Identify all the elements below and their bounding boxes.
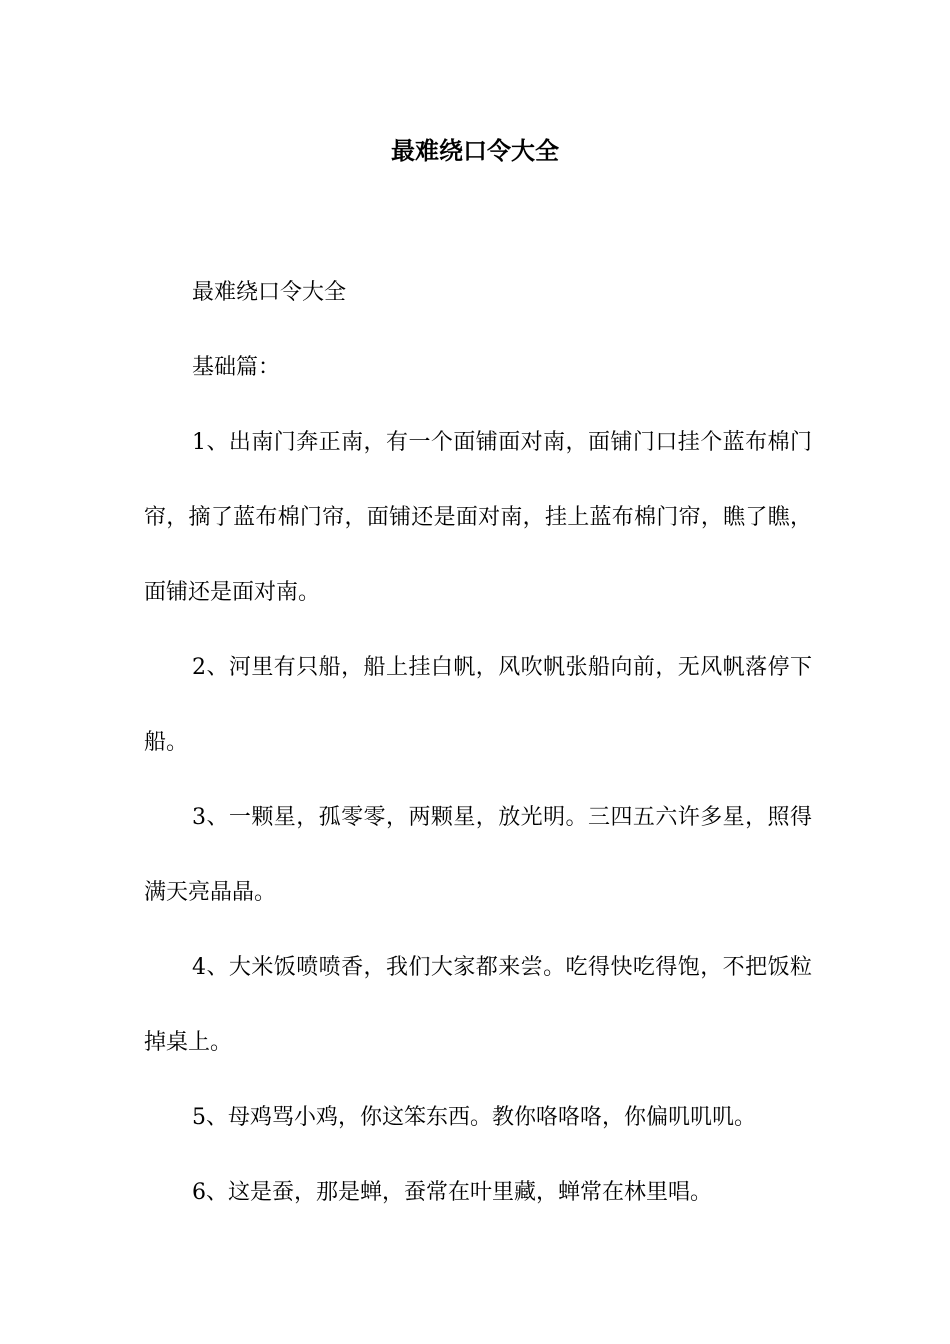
paragraph-item-5: 5、母鸡骂小鸡，你这笨东西。教你咯咯咯，你偏叽叽叽。 (192, 1105, 756, 1130)
document-title: 最难绕口令大全 (391, 136, 559, 165)
paragraph-item-2: 2、河里有只船，船上挂白帆，风吹帆张船向前，无风帆落停下船。 (144, 655, 812, 755)
paragraph-subtitle: 最难绕口令大全 (192, 280, 347, 305)
paragraph-item-1: 1、出南门奔正南，有一个面铺面对南，面铺门口挂个蓝布棉门帘，摘了蓝布棉门帘，面铺还是面对南，挂上蓝布棉门帘，瞧了瞧，面铺还是面对南。 (144, 430, 812, 605)
paragraph-section-heading: 基础篇： (192, 355, 281, 380)
paragraph-item-3: 3、一颗星，孤零零，两颗星，放光明。三四五六许多星，照得满天亮晶晶。 (144, 805, 812, 905)
document-body (144, 255, 812, 1230)
paragraph-item-6: 6、这是蚕，那是蝉，蚕常在叶里藏，蝉常在林里唱。 (192, 1180, 712, 1205)
paragraph-item-4: 4、大米饭喷喷香，我们大家都来尝。吃得快吃得饱，不把饭粒掉桌上。 (144, 955, 812, 1055)
